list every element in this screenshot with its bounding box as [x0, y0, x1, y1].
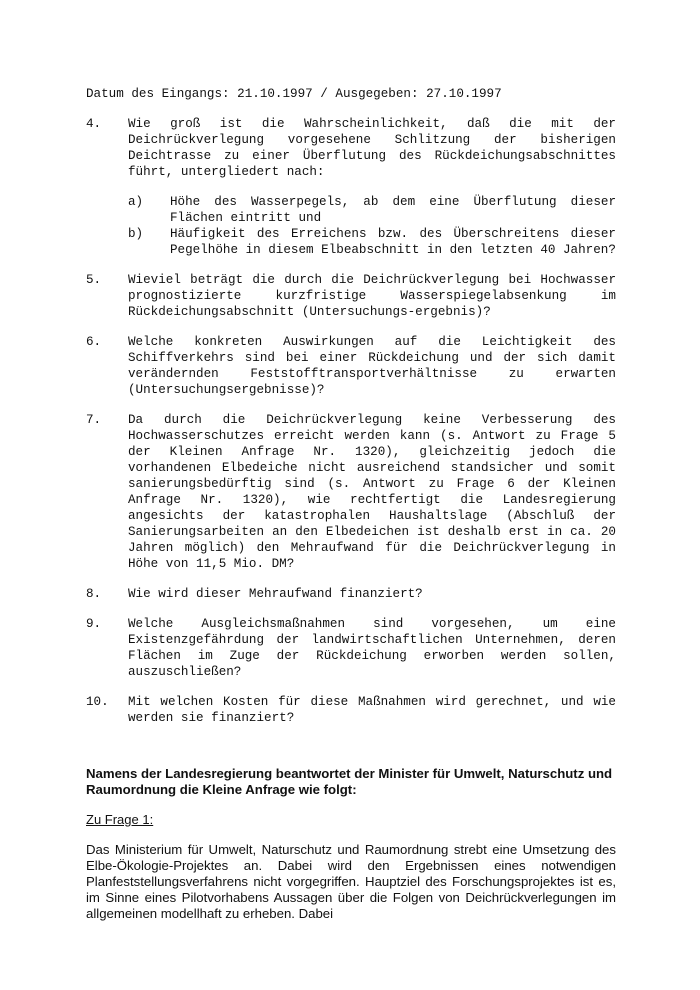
question-number: 8.	[86, 587, 102, 601]
document-page	[86, 86, 616, 922]
sub-item-letter: a)	[128, 195, 144, 209]
sub-item-b	[128, 226, 616, 258]
sub-item-a	[128, 194, 616, 226]
question-number: 7.	[86, 413, 102, 427]
sub-item-text: Höhe des Wasserpegels, ab dem eine Überflutung dieser Flächen eintritt und	[170, 195, 616, 225]
question-7	[86, 412, 616, 572]
question-number: 6.	[86, 335, 102, 349]
question-8	[86, 586, 616, 602]
question-text: Da durch die Deichrückverlegung keine Verbesserung des Hochwasserschutzes erreicht werden kann (s. Antwort zu Frage 5 der Kleinen Anfrage Nr. 1320), gleichzeitig jedoch die vorhandenen Elbedeiche nicht ausreichend standsicher und somit sanierungsbedürftig sind (s. Antwort zu Frage 6 der Kleinen Anfrage Nr. 1320), wie rechtfertigt die Landesregierung angesichts der katastrophalen Haushaltslage (Abschluß der Sanierungsarbeiten an den Elbedeichen ist deshalb erst in ca. 20 Jahren möglich) den Mehraufwand für die Deichrückverlegung in Höhe von 11,5 Mio. DM?	[128, 413, 616, 571]
question-6	[86, 334, 616, 398]
question-number: 10.	[86, 695, 109, 709]
question-5	[86, 272, 616, 320]
question-10	[86, 694, 616, 726]
answer-paragraph: Das Ministerium für Umwelt, Naturschutz und Raumordnung strebt eine Umsetzung des Elbe-Ökologie-Projektes an. Dabei wird den Ergebnissen eines notwendigen Planfeststellungsverfahrens nicht vorgegriffen. Hauptziel des Forschungsprojektes ist es, im Sinne eines Pilotvorhabens Aussagen über die Folgen von Deichrückverlegungen im allgemeinen modellhaft zu erheben. Dabei	[86, 842, 616, 921]
question-number: 5.	[86, 273, 102, 287]
question-9	[86, 616, 616, 680]
question-text: Mit welchen Kosten für diese Maßnahmen wird gerechnet, und wie werden sie finanziert?	[128, 695, 616, 725]
question-text: Welche Ausgleichsmaßnahmen sind vorgesehen, um eine Existenzgefährdung der landwirtschaftlichen Unternehmen, deren Flächen im Zuge der Rückdeichung erworben werden sollen, auszuschließen?	[128, 617, 616, 679]
question-text: Wieviel beträgt die durch die Deichrückverlegung bei Hochwasser prognostizierte kurzfristige Wasserspiegelabsenkung im Rückdeichungsabschnitt (Untersuchungs-ergebnis)?	[128, 273, 616, 319]
question-text: Welche konkreten Auswirkungen auf die Leichtigkeit des Schiffverkehrs sind bei einer Rückdeichung und der sich damit verändernden Feststofftransportverhältnisse zu erwarten (Untersuchungsergebnisse)?	[128, 335, 616, 397]
sub-item-letter: b)	[128, 227, 144, 241]
question-text: Wie groß ist die Wahrscheinlichkeit, daß die mit der Deichrückverlegung vorgesehene Schlitzung der bisherigen Deichtrasse zu einer Überflutung des Rückdeichungsabschnittes führt, untergliedert nach:	[128, 117, 616, 179]
receipt-date-line: Datum des Eingangs: 21.10.1997 / Ausgegeben: 27.10.1997	[86, 87, 502, 101]
question-number: 9.	[86, 617, 102, 631]
sub-item-text: Häufigkeit des Erreichens bzw. des Überschreitens dieser Pegelhöhe in diesem Elbeabschnitt in den letzten 40 Jahren?	[170, 227, 616, 257]
answer-intro: Namens der Landesregierung beantwortet der Minister für Umwelt, Naturschutz und Raumordnung die Kleine Anfrage wie folgt:	[86, 766, 613, 797]
question-number: 4.	[86, 117, 102, 131]
question-text: Wie wird dieser Mehraufwand finanziert?	[128, 587, 423, 601]
section-heading: Zu Frage 1:	[86, 812, 154, 827]
question-4	[86, 116, 616, 258]
